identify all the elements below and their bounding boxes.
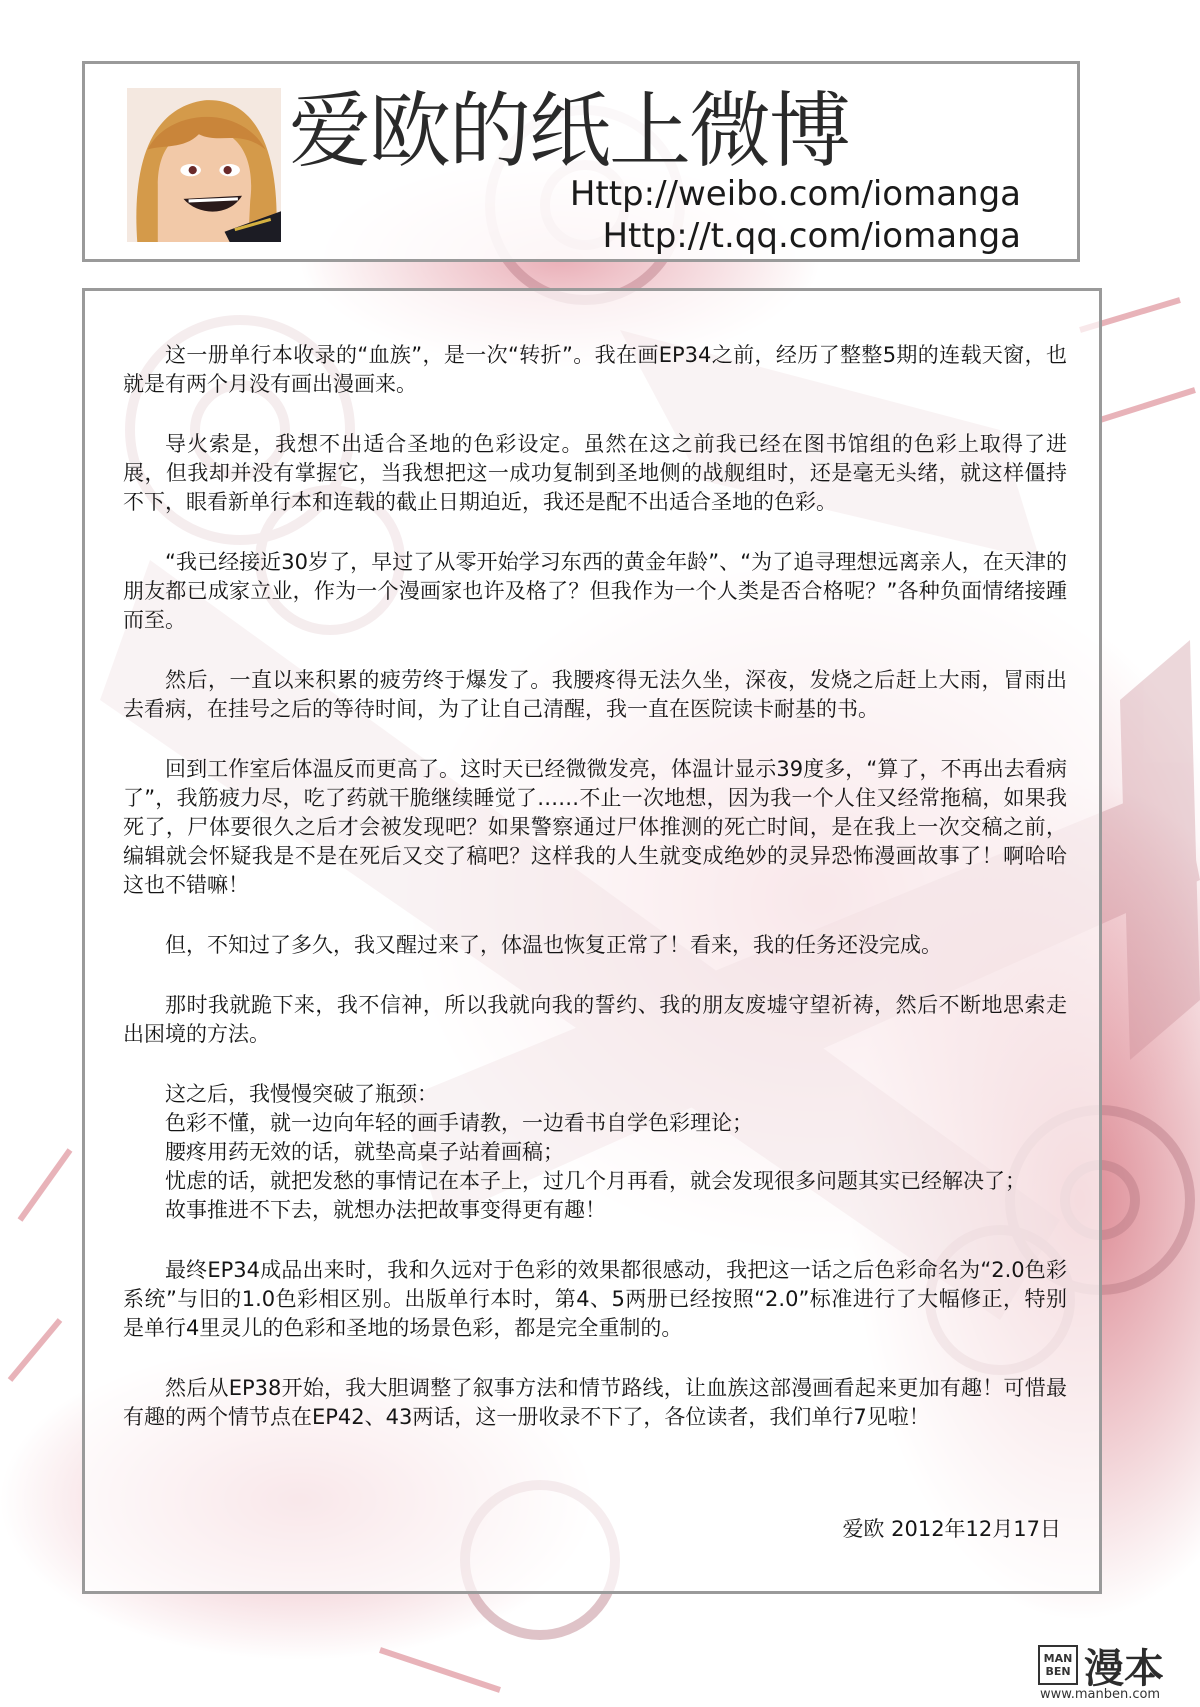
site-watermark: [1038, 1641, 1188, 1701]
paragraph: 最终EP34成品出来时，我和久远对于色彩的效果都很感动，我把这一话之后色彩命名为“2.0色彩系统”与旧的1.0色彩相区别。出版单行本时，第4、5两册已经按照“2.0”标准进行了大幅修正，特别是单行4里灵儿的色彩和圣地的场景色彩，都是完全重制的。: [123, 1258, 1067, 1340]
paragraph: 但，不知过了多久，我又醒过来了，体温也恢复正常了！看来，我的任务还没完成。: [165, 933, 942, 957]
list-item: 忧虑的话，就把发愁的事情记在本子上，过几个月再看，就会发现很多问题其实已经解决了；: [165, 1169, 1026, 1193]
paragraph: 那时我就跪下来，我不信神，所以我就向我的誓约、我的朋友废墟守望祈祷，然后不断地思索走出困境的方法。: [123, 993, 1067, 1046]
author-portrait-icon: [127, 87, 281, 243]
signature: 爱欧 2012年12月17日: [842, 1517, 1061, 1541]
paragraph: 回到工作室后体温反而更高了。这时天已经微微发亮，体温计显示39度多，“算了，不再出去看病了”，我筋疲力尽，吃了药就干脆继续睡觉了……不止一次地想，因为我一个人住又经常拖稿，如果我死了，尸体要很久之后才会被发现吧？如果警察通过尸体推测的死亡时间，是在我上一次交稿之前，编辑就会怀疑我是不是在死后又交了稿吧？这样我的人生就变成绝妙的灵异恐怖漫画故事了！啊哈哈这也不错嘛！: [123, 757, 1067, 897]
afterword-text: [123, 341, 1067, 1463]
avatar: [125, 85, 283, 245]
paragraph: “我已经接近30岁了，早过了从零开始学习东西的黄金年龄”、“为了追寻理想远离亲人，在天津的朋友都已成家立业，作为一个漫画家也许及格了？但我作为一个人类是否合格呢？”各种负面情绪接踵而至。: [123, 550, 1067, 632]
paragraph: 然后从EP38开始，我大胆调整了叙事方法和情节路线，让血族这部漫画看起来更加有趣！可惜最有趣的两个情节点在EP42、43两话，这一册收录不下了，各位读者，我们单行7见啦！: [123, 1376, 1067, 1429]
paragraph: 这一册单行本收录的“血族”，是一次“转折”。我在画EP34之前，经历了整整5期的连载天窗，也就是有两个月没有画出漫画来。: [123, 343, 1067, 396]
tqq-url-link[interactable]: Http://t.qq.com/iomanga: [602, 216, 1021, 256]
list-item: 色彩不懂，就一边向年轻的画手请教，一边看书自学色彩理论；: [165, 1111, 753, 1135]
profile-header: [82, 61, 1080, 262]
blog-title: 爱欧的纸上微博: [289, 84, 850, 179]
weibo-url-link[interactable]: Http://weibo.com/iomanga: [569, 174, 1021, 214]
manben-logo-icon: MAN BEN: [1038, 1645, 1078, 1685]
list-item: 故事推进不下去，就想办法把故事变得更有趣！: [165, 1198, 606, 1222]
paragraph: 导火索是，我想不出适合圣地的色彩设定。虽然在这之前我已经在图书馆组的色彩上取得了进展，但我却并没有掌握它，当我想把这一成功复制到圣地侧的战舰组时，还是毫无头绪，就这样僵持不下，眼看新单行本和连载的截止日期迫近，我还是配不出适合圣地的色彩。: [123, 432, 1067, 514]
afterword-box: [82, 288, 1102, 1594]
watermark-title: 漫本: [1084, 1646, 1164, 1692]
list-item: 腰疼用药无效的话，就垫高桌子站着画稿；: [165, 1140, 564, 1164]
watermark-url: www.manben.com: [1040, 1687, 1161, 1702]
list-intro: 这之后，我慢慢突破了瓶颈：: [165, 1082, 438, 1106]
paragraph: 然后，一直以来积累的疲劳终于爆发了。我腰疼得无法久坐，深夜，发烧之后赶上大雨，冒雨出去看病，在挂号之后的等待时间，为了让自己清醒，我一直在医院读卡耐基的书。: [123, 668, 1067, 721]
